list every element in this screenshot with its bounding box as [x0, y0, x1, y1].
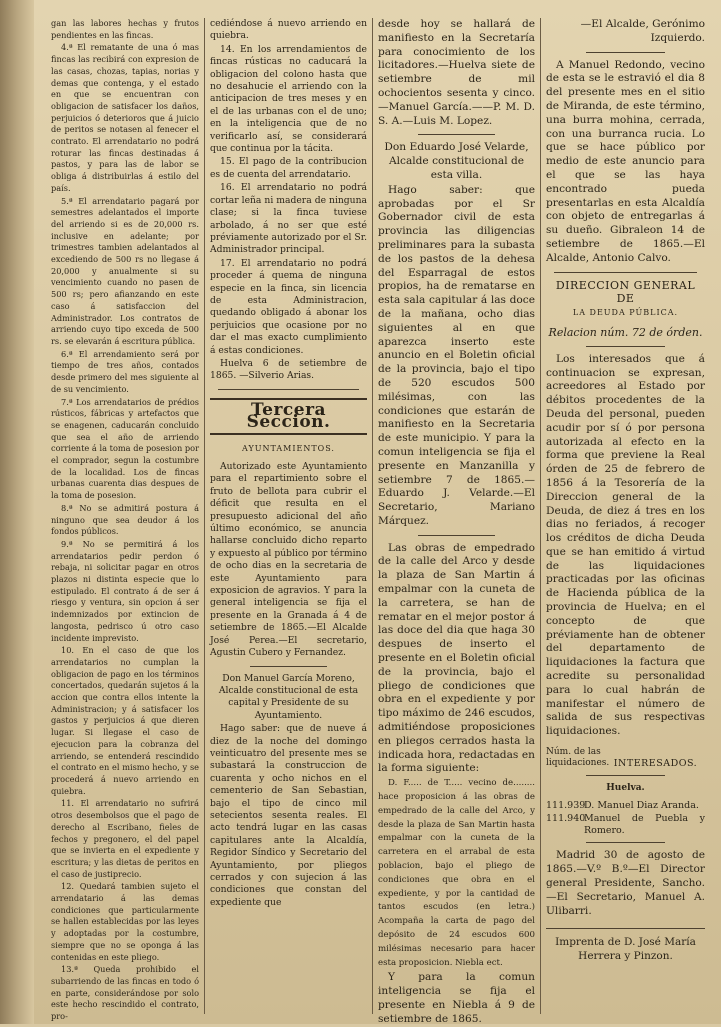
section-heading: DIRECCION GENERAL DE [555, 278, 696, 306]
notice-closing: Y para la comun inteligencia se fija el presente en Niebla á 9 de setiembre de 1865. [378, 971, 535, 1025]
paragraph: 6.ª El arrendamiento será por tiempo de tres años, contados desde primero del mes siguiente al de su vencimiento. [51, 348, 199, 394]
notice-granada: Autorizado este Ayuntamiento para el repartimiento sobre el fruto de bellota para cubrir el déficit que resulta en el presupuesto adicional del año último económico, se anuncia hallarse concluido dicho reparto y expuesto al público por término de ocho dias en la secretaria de este Ayuntamiento para exposicion de agravios. Y para la general inteligencia se fija el presente en la Granada á 4 de setiembre de 1865.—El Alcalde José Perea.—El secretario, Agustin Cubero y Fernandez. [210, 461, 367, 659]
divider [554, 272, 697, 273]
proposal-formula: D. F..... de T..... vecino de........ hace proposicion á las obras de empedrado de la calle del Arco, y desde la plaza de San Martin hasta empalmar con la cuneta de la carretera en el arrabal de esta poblacion, bajo el pliego de condiciones que obra en el expediente, y por la cantidad de tantos escudos (en letra.) Acompaña la carta de pago del depósito de 24 escudos 600 milésimas necesario para hacer esta proposicion. Niebla ect. [378, 778, 535, 968]
section-title: Tercera Seccion. [210, 398, 367, 435]
divider [586, 346, 665, 347]
divider [418, 535, 495, 536]
divider [250, 666, 327, 667]
place-label: Huelva. [606, 783, 645, 794]
notice-body: Las obras de empedrado de la calle del Arco y desde la plaza de San Martin á empalmar con la cuneta de la carretera, se han de rematar en el mejor postor á las doce del dia que haga 30 despues de inserto el presente en el Boletin oficial de la provincia, bajo el pliego de condiciones que obra en el expediente y por tipo máximo de 246 escudos, admitiéndose proposiciones en pliegos cerrados hasta la indicada hora, redactadas en la forma siguiente: [378, 541, 535, 775]
relacion-heading: Relacion núm. 72 de órden. [548, 325, 703, 339]
paragraph: 17. El arrendatario no podrá proceder á quema de ninguna especie en la finca, sin licencia de esta Administracion, quedando obligado á abonar los perjuicios que ocasione por no dar el mas exacto cumplimiento á estas condiciones. [210, 257, 367, 356]
table-row [546, 800, 705, 812]
paragraph: 15. El pago de la contribucion es de cuenta del arrendatario. [210, 156, 367, 180]
column-header-number: Núm. de las liquidaciones. [546, 747, 610, 769]
column-3 [372, 18, 540, 1025]
printer-imprint: Imprenta de D. José María Herrera y Pinzon. [546, 928, 705, 963]
divider [586, 775, 665, 776]
paragraph: 5.ª El arrendatario pagará por semestres adelantados el importe del arriendo si es de 20,000 rs. inclusive en adelante; por trimestres tambien adelantados al excediendo de 500 rs no llegase á 20,000 y anualmente si su vencimiento cuando no pasen de 500 rs; pero afianzando en este caso á satisfaccion del Administrador. Los contratos de arriendo cuyo tipo exceda de 500 rs. se elevarán á escritura pública. [51, 195, 199, 346]
column-4 [540, 18, 710, 1014]
signature: —El Alcalde, Gerónimo Izquierdo. [580, 18, 705, 44]
paragraph: 4.ª El rematante de una ó mas fincas las recibirá con expresion de las casas, chozas, tapias, norias y demas que contenga, y el estado en que se encuentran con obligacion de satisfacer los daños, perjuicios ó deterioros que á juicio de peritos se notasen al fenecer el contrato. El arrendatario no podrá roturar las fincas destinadas á pastos, y para las de labor se obliga á distribuirlas á estilo del país. [51, 42, 199, 193]
notice-body: Hago saber: que aprobadas por el Sr Gobernador civil de esta provincia las diligencias preliminares para la subasta de los pastos de la dehesa del Esparragal de estos propios, ha de rematarse en esta sala capitular á las doce de la mañana, ocho dias siguientes al en que aparezca inserto este anuncio en el Boletin oficial de la provincia, bajo el tipo de 520 escudos 500 milésimas, con las condiciones que estarán de manifiesto en la Secretaria de este municipio. Y para la comun inteligencia se fija el presente en Manzanilla y setiembre 7 de 1865.—Eduardo J. Velarde.—El Secretario, Mariano Márquez. [378, 183, 535, 527]
paragraph: 13.ª Queda prohibido el subarriendo de las fincas en todo ó en parte, considerándose por solo este hecho rescindido el contrato, pro- [51, 964, 199, 1022]
table-header [546, 747, 705, 769]
paragraph: 11. El arrendatario no sufrirá otros desembolsos que el pago de derecho al Escribano, fieles de fechos y pregonero, el del papel que se invierta en el expediente y escritura; y las dietas de peritos en el caso de justiprecio. [51, 798, 199, 879]
divider [218, 389, 359, 390]
notice-body: Los interesados que á continuacion se expresan, acreedores al Estado por débitos procedentes de la Deuda del personal, pueden acudir por sí ó por persona autorizada al efecto en la forma que previene la Real órden de 25 de febrero de 1856 á la Tesorería de la Direccion general de la Deuda, de diez á tres en los dias no feriados, á recoger los créditos de dicha Deuda que se han emitido á virtud de las liquidaciones practicadas por las oficinas de Hacienda pública de la provincia de Huelva; en el concepto de que préviamente han de obtener del departamento de liquidaciones la factura que acredite su personalidad para lo cual habrán de manifestar el número de salida de sus respectivas liquidaciones. [546, 352, 705, 738]
table-row [546, 813, 705, 836]
paragraph: cediéndose á nuevo arriendo en quiebra. [210, 18, 367, 42]
divider [586, 52, 665, 53]
divider [418, 134, 495, 135]
section-subheading: LA DEUDA PÚBLICA. [572, 308, 679, 318]
notice-heading: Don Manuel García Moreno, Alcalde constitucional de esta capital y Presidente de su Ayuntamiento. [218, 672, 359, 721]
paragraph: 14. En los arrendamientos de fincas rústicas no caducará la obligacion del colono hasta que no desahucie el arriendo con la anticipacion de tres meses y en el de las urbanas con el de uno; en la inteligencia que de no verificarlo así, se considerará que continua por la tácita. [210, 43, 367, 155]
paragraph: 7.ª Los arrendatarios de prédios rústicos, fábricas y artefactos que se enagenen, caducarán concluido que sea el año de arriendo corriente á la toma de posesion por el comprador, segun la costumbre de la localidad. Los de fincas urbanas cuarenta dias despues de la toma de posesion. [51, 396, 199, 501]
notice-heading: Don Eduardo José Velarde, Alcalde constitucional de esta villa. [384, 141, 529, 181]
divider [586, 842, 665, 843]
row-name: D. Manuel Diaz Aranda. [584, 799, 699, 811]
row-number: 111.939 [546, 799, 586, 811]
notice-body: A Manuel Redondo, vecino de esta se le estravió el dia 8 del presente mes en el sitio de Miranda, de este término, una burra mohina, cerrada, con una burranca rucia. Lo que se hace público por medio de este anuncio para el que se las haya encontrado pueda presentarlas en esta Alcaldía con objeto de entregarlas á su dueño. Gibraleon 14 de setiembre de 1865.—El Alcalde, Antonio Calvo. [546, 58, 705, 264]
paragraph: 9.ª No se permitirá á los arrendatarios pedir perdon ó rebaja, ni solicitar pagar en otros plazos ni distinta especie que lo estipulado. El contrato á de ser á riesgo y ventura, sin opcion á ser indemnizados por extincion de langosta, pedrisco ú otro caso incidente imprevisto. [51, 538, 199, 643]
row-name: Manuel de Puebla y Romero. [584, 813, 705, 836]
paragraph: gan las labores hechas y frutos pendientes en las fincas. [51, 18, 199, 40]
notice-closing: Madrid 30 de agosto de 1865.—V.º B.º—El Director general Presidente, Sancho.—El Secretario, Manuel A. Ulibarri. [546, 849, 705, 917]
column-1 [46, 18, 204, 1022]
columns [46, 18, 713, 1025]
paragraph: 8.ª No se admitirá postura á ninguno que sea deudor á los fondos públicos. [51, 502, 199, 537]
paragraph: 10. En el caso de que los arrendatarios no cumplan la obligacion de pago en los términos concertados, quedarán sujetos á la accion que contra ellos intente la Administracion; y á satisfacer los gastos y perjuicios á que dieren lugar. Si llegase el caso de ejecucion para la cobranza del arriendo, se entenderá rescindido el contrato en el mismo hecho, y se procederá á nuevo arriendo en quiebra. [51, 645, 199, 796]
closing-signature: Huelva 6 de setiembre de 1865. —Silverio Arias. [210, 357, 367, 382]
paragraph: 16. El arrendatario no podrá cortar leña ni madera de ninguna clase; si la finca tuviese arbolado, á no ser que esté préviamente autorizado por el Sr. Administrador principal. [210, 182, 367, 256]
paragraph: desde hoy se hallará de manifiesto en la Secretaría para conocimiento de los licitadores.—Huelva siete de setiembre de mil ochocientos sesenta y cinco.—Manuel García.——P. M. D. S. A.—Luis M. Lopez. [378, 18, 535, 127]
notice-body: Hago saber: que de nueve á diez de la noche del domingo veinticuatro del presente mes se subastará la construccion de cuarenta y ocho nichos en el cementerio de San Sebastian, bajo el tipo de cinco mil setecientos sesenta reales. El acto tendrá lugar en las casas capitulares ante la Alcaldía, Regidor Síndico y Secretario del Ayuntamiento, por pliegos cerrados y con sujecion á las condiciones que constan del expediente que [210, 723, 367, 908]
column-2 [204, 18, 372, 1014]
paragraph: 12. Quedará tambien sujeto el arrendatario á las demas condiciones que particularmente se hallen establecidas por las leyes y adoptadas por la costumbre, siempre que no se oponga á las contenidas en este pliego. [51, 881, 199, 962]
column-header-interesados: INTERESADOS. [613, 758, 698, 770]
subsection-heading: AYUNTAMIENTOS. [242, 443, 335, 453]
row-number: 111.940 [546, 813, 586, 825]
